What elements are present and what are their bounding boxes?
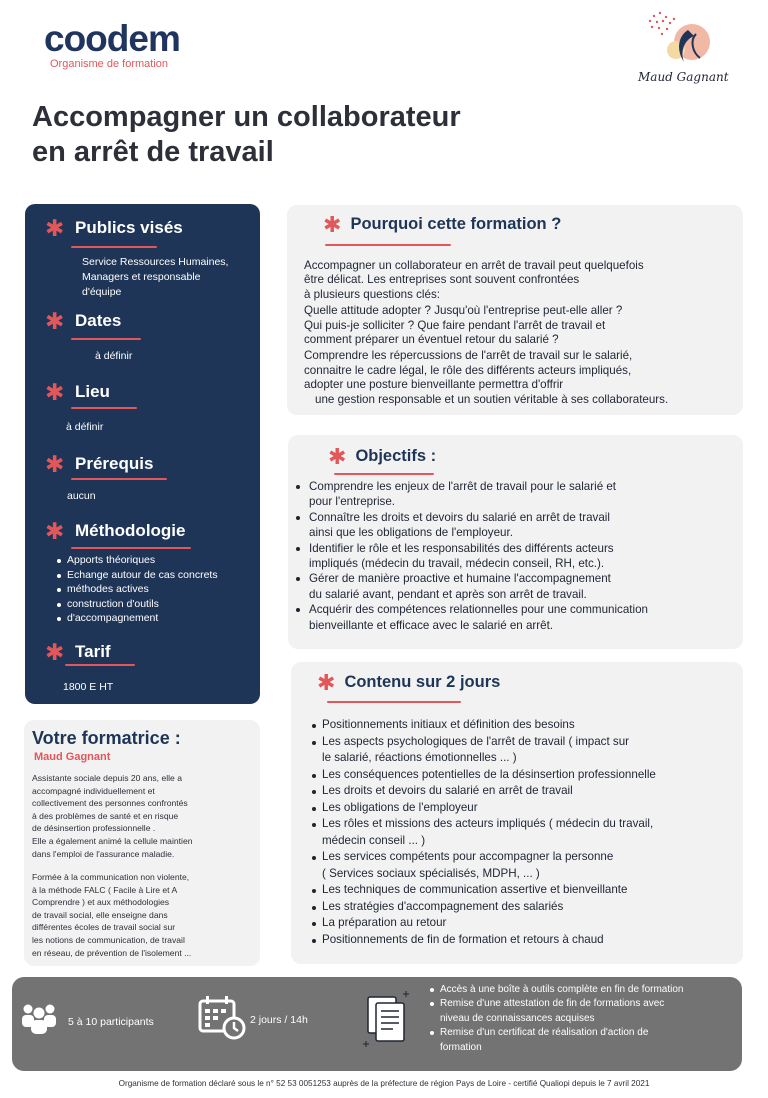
paragraph: [304, 304, 668, 347]
publics-text: [82, 255, 228, 300]
text-line: adopter une posture bienveillante permettra d'offrir: [304, 378, 564, 392]
text-line: Acquérir des compétences relationnelles pour une communication: [309, 603, 648, 617]
list-item: [311, 783, 656, 800]
objectifs-card: [288, 435, 743, 649]
text-line: une gestion responsable et un soutien véritable à ses collaborateurs.: [315, 392, 669, 406]
list-item: [311, 899, 656, 916]
footer-legal: Organisme de formation déclaré sous le n° 52 53 0051253 auprès de la préfecture de région Pays de Loire - certifié Qualiopi depuis le 7 avril 2021: [118, 1079, 650, 1088]
pourquoi-heading-label: Pourquoi cette formation ?: [350, 215, 562, 233]
publics-heading-label: Publics visés: [75, 218, 183, 237]
asterisk-icon: ✱: [45, 451, 65, 477]
info-sidebar: [25, 204, 260, 704]
people-icon: [20, 1001, 58, 1035]
list-item: [311, 734, 656, 767]
text-line: à plusieurs questions clés:: [304, 287, 440, 301]
list-item: [430, 983, 735, 997]
text-line: formation: [440, 1041, 482, 1053]
list-item: [430, 1026, 735, 1055]
dates-heading-label: Dates: [75, 311, 122, 330]
trainer-logo-graphic: [632, 8, 742, 72]
text-line: Accompagner un collaborateur en arrêt de travail peut quelquefois: [304, 259, 644, 272]
page-title-line: Accompagner un collaborateur: [32, 101, 461, 133]
heading-underline: [71, 478, 167, 480]
dates-value: à définir: [95, 350, 133, 362]
text-line: Les conséquences potentielles de la désinsertion professionnelle: [322, 767, 656, 781]
prerequis-heading: [45, 451, 154, 477]
contenu-list: [311, 717, 656, 948]
objectifs-heading-label: Objectifs :: [355, 447, 437, 465]
text-line: Identifier le rôle et les responsabilités des différents acteurs: [309, 541, 614, 555]
text-line: ainsi que les obligations de l'employeur.: [309, 526, 513, 540]
text-line: Comprendre les répercussions de l'arrêt de travail sur le salarié,: [304, 349, 633, 363]
lieu-heading-label: Lieu: [75, 382, 110, 401]
list-item: [293, 602, 648, 633]
text-line: Positionnements initiaux et définition des besoins: [322, 718, 575, 731]
brand-subtitle: Organisme de formation: [50, 58, 168, 70]
list-item: [293, 479, 648, 510]
participants-label: 5 à 10 participants: [68, 1016, 154, 1028]
bio-line: de désinsertion professionnelle .: [32, 823, 156, 834]
list-item: [311, 849, 656, 882]
list-item: Apports théoriques: [57, 553, 218, 568]
lieu-value: à définir: [66, 421, 104, 433]
heading-underline: [65, 664, 135, 666]
list-item: [311, 932, 656, 949]
heading-underline: [71, 407, 137, 409]
bio-line: à la méthode FALC ( Facile à Lire et A: [32, 884, 178, 895]
objectifs-list: [293, 479, 648, 633]
text-line: Positionnements de fin de formation et retours à chaud: [322, 932, 604, 946]
page-title: [32, 100, 592, 170]
asterisk-icon: ✱: [317, 669, 336, 695]
list-item: [293, 541, 648, 572]
paragraph: [304, 349, 668, 407]
tarif-value: 1800 E HT: [63, 681, 114, 693]
contenu-card: [291, 662, 743, 964]
heading-underline: [71, 547, 191, 549]
list-item: [311, 800, 656, 817]
calendar-icon: [198, 995, 246, 1041]
text-line: du salarié avant, pendant et après son arrêt de travail.: [309, 587, 587, 601]
text-line: Les stratégies d'accompagnement des salariés: [322, 899, 564, 913]
list-item: [311, 915, 656, 932]
list-item: [293, 571, 648, 602]
text-line: comment préparer un éventuel retour du salarié ?: [304, 333, 559, 347]
lieu-heading: [45, 379, 110, 405]
bio-line: Formée à la communication non violente,: [32, 872, 190, 882]
text-line: connaitre le cadre légal, le rôle des différents acteurs impliqués,: [304, 363, 632, 377]
objectifs-heading: [328, 443, 437, 469]
asterisk-icon: ✱: [323, 211, 342, 237]
trainer-bio: [32, 772, 256, 860]
trainer-bio: [32, 871, 256, 959]
duration-label: 2 jours / 14h: [250, 1014, 308, 1026]
text-line: bienveillante et efficace avec le salarié en arrêt.: [309, 618, 554, 632]
heading-underline: [334, 473, 434, 475]
bio-line: Assistante sociale depuis 20 ans, elle a: [32, 773, 183, 783]
bio-line: à des problèmes de santé et en risque: [32, 810, 179, 821]
bio-line: collectivement des personnes confrontés: [32, 798, 188, 809]
list-item: Echange autour de cas concrets: [57, 568, 218, 583]
heading-underline: [327, 701, 461, 703]
page-title-line: en arrêt de travail: [32, 136, 274, 168]
bio-line: différentes écoles de travail social sur: [32, 922, 176, 933]
text-line: Accès à une boîte à outils complète en fin de formation: [440, 984, 684, 995]
list-item: construction d'outils: [57, 597, 218, 612]
text-line: le salarié, réactions émotionnelles ... ): [322, 751, 517, 764]
list-item: [311, 767, 656, 784]
list-item: [311, 882, 656, 899]
text-line: Les droits et devoirs du salarié en arrêt de travail: [322, 784, 573, 797]
bio-line: de travail social, elle enseigne dans: [32, 909, 168, 920]
trainer-signature: Maud Gagnant: [638, 70, 729, 84]
list-item-continuation: d'accompagnement: [57, 611, 218, 626]
list-item: [311, 816, 656, 849]
text-line: Les rôles et missions des acteurs impliqués ( médecin du travail,: [322, 817, 654, 830]
trainer-name: Maud Gagnant: [34, 751, 111, 763]
text-line: Remise d'un certificat de réalisation d'action de: [440, 1027, 649, 1039]
text-line: Quelle attitude adopter ? Jusqu'où l'entreprise peut-elle aller ?: [304, 304, 623, 318]
pourquoi-text: [304, 259, 668, 409]
bio-line: Comprendre ) et aux méthodologies: [32, 897, 170, 908]
publics-line: Managers et responsable: [82, 271, 201, 283]
pourquoi-card: [287, 205, 743, 415]
paragraph: [304, 259, 668, 302]
bio-line: accompagné individuellement et: [32, 785, 155, 796]
text-line: Qui puis-je solliciter ? Que faire pendant l'arrêt de travail et: [304, 318, 606, 332]
trainer-heading: Votre formatrice :: [32, 728, 181, 748]
tarif-heading-label: Tarif: [75, 642, 111, 661]
trainer-logo: [632, 8, 742, 92]
publics-line: Service Ressources Humaines,: [82, 256, 229, 268]
methodologie-heading-label: Méthodologie: [75, 521, 186, 540]
list-item: [293, 510, 648, 541]
asterisk-icon: ✱: [45, 308, 65, 334]
text-line: ( Services sociaux spécialisés, MDPH, ... ): [322, 866, 540, 880]
text-line: Remise d'une attestation de fin de formations avec: [440, 998, 665, 1010]
asterisk-icon: ✱: [45, 379, 65, 405]
heading-underline: [71, 338, 141, 340]
text-line: Connaître les droits et devoirs du salarié en arrêt de travail: [309, 510, 610, 524]
asterisk-icon: ✱: [45, 518, 65, 544]
asterisk-icon: ✱: [328, 443, 347, 469]
coodem-logo: [44, 20, 224, 70]
bio-line: les notions de communication, de travail: [32, 934, 185, 945]
text-line: impliqués (médecin du travail, médecin conseil, RH, etc.).: [309, 557, 605, 571]
bio-line: Elle a également animé la cellule maintien: [32, 835, 193, 846]
text-line: niveau de connaissances acquises: [440, 1012, 595, 1024]
list-item: [430, 997, 735, 1026]
text-line: médecin conseil ... ): [322, 833, 426, 847]
documents-icon: [362, 987, 418, 1049]
dates-heading: [45, 308, 122, 334]
trainer-card: [24, 720, 260, 966]
prerequis-heading-label: Prérequis: [75, 454, 154, 473]
pourquoi-heading: [323, 211, 562, 237]
prerequis-value: aucun: [67, 490, 96, 502]
heading-underline: [71, 246, 157, 248]
asterisk-icon: ✱: [45, 215, 65, 241]
brand-name: coodem: [44, 18, 180, 59]
bio-line: en réseau, de prévention de l'isolement ...: [32, 947, 192, 958]
methodologie-heading: [45, 518, 186, 544]
text-line: Les services compétents pour accompagner la personne: [322, 850, 614, 863]
contenu-heading: [317, 669, 501, 695]
bio-line: dans l'emploi de l'assurance maladie.: [32, 848, 175, 859]
asterisk-icon: ✱: [45, 639, 65, 665]
list-item: [311, 717, 656, 734]
text-line: être délicat. Les entreprises sont souvent confrontées: [304, 273, 580, 287]
contenu-heading-label: Contenu sur 2 jours: [344, 673, 501, 691]
text-line: Les obligations de l'employeur: [322, 800, 478, 814]
benefits-list: [430, 983, 735, 1055]
text-line: Comprendre les enjeux de l'arrêt de travail pour le salarié et: [309, 480, 617, 493]
heading-underline: [325, 244, 451, 246]
text-line: La préparation au retour: [322, 916, 447, 929]
text-line: Les techniques de communication assertive et bienveillante: [322, 883, 628, 896]
list-item: méthodes actives: [57, 582, 218, 597]
publics-heading: [45, 215, 183, 241]
publics-line: d'équipe: [82, 286, 122, 298]
tarif-heading: [45, 639, 111, 665]
text-line: Les aspects psychologiques de l'arrêt de travail ( impact sur: [322, 734, 630, 748]
text-line: Gérer de manière proactive et humaine l'accompagnement: [309, 572, 611, 586]
info-band: [12, 977, 742, 1071]
methodologie-list: [57, 553, 218, 626]
text-line: pour l'entreprise.: [309, 495, 395, 509]
